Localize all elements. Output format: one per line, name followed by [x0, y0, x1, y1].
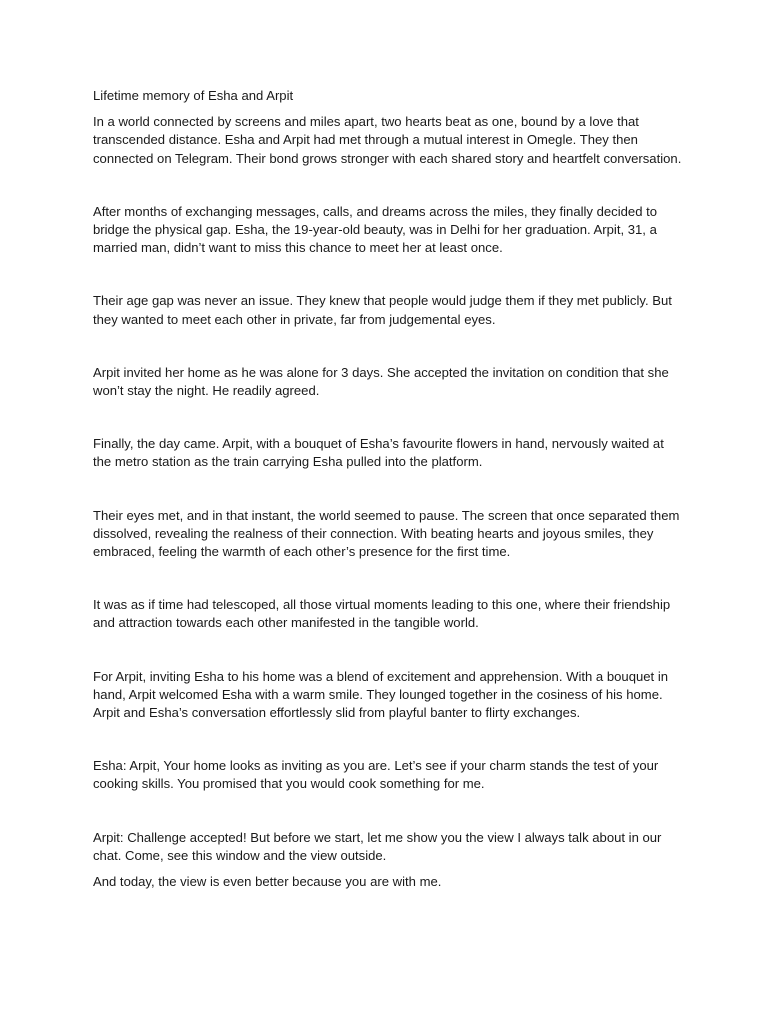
paragraph-2: After months of exchanging messages, calls, and dreams across the miles, they finally decided to bridge the physical gap. Esha, the 19-year-old beauty, was in Delhi for her graduation. Arpit, 31, a married man, didn’t want to miss this chance to meet her at least once.	[93, 203, 658, 256]
paragraph-7: It was as if time had telescoped, all those virtual moments leading to this one, where their friendship and attraction towards each other manifested in the tangible world.	[93, 597, 671, 631]
paragraph-4: Arpit invited her home as he was alone for 3 days. She accepted the invitation on condition that she won’t stay the night. He readily agreed.	[93, 364, 669, 399]
document-title: Lifetime memory of Esha and Arpit	[93, 88, 294, 103]
paragraph-10: Arpit: Challenge accepted! But before we start, let me show you the view I always talk about in our chat. Come, see this window and the view outside.	[93, 829, 662, 863]
paragraph-6: Their eyes met, and in that instant, the world seemed to pause. The screen that once separated them dissolved, revealing the realness of their connection. With beating hearts and joyous smiles, they embraced, feeling the warmth of each other’s presence for the first time.	[93, 507, 680, 560]
paragraph-9: Esha: Arpit, Your home looks as inviting as you are. Let’s see if your charm stands the test of your cooking skills. You promised that you would cook something for me.	[93, 758, 659, 792]
paragraph-8: For Arpit, inviting Esha to his home was a blend of excitement and apprehension. With a bouquet in hand, Arpit welcomed Esha with a warm smile. They lounged together in the cosiness of his home. Arpit and Esha’s conversation effortlessly slid from playful banter to flirty exchanges.	[93, 668, 669, 721]
paragraph-11: And today, the view is even better because you are with me.	[93, 874, 442, 890]
paragraph-1: In a world connected by screens and miles apart, two hearts beat as one, bound by a love that transcended distance. Esha and Arpit had met through a mutual interest in Omegle. They then connected on Telegram. Their bond grows stronger with each shared story and heartfelt conversation.	[93, 114, 682, 166]
document-page	[93, 87, 683, 891]
paragraph-5: Finally, the day came. Arpit, with a bouquet of Esha’s favourite flowers in hand, nervously waited at the metro station as the train carrying Esha pulled into the platform.	[93, 436, 664, 470]
paragraph-3: Their age gap was never an issue. They knew that people would judge them if they met publicly. But they wanted to meet each other in private, far from judgemental eyes.	[93, 293, 672, 327]
